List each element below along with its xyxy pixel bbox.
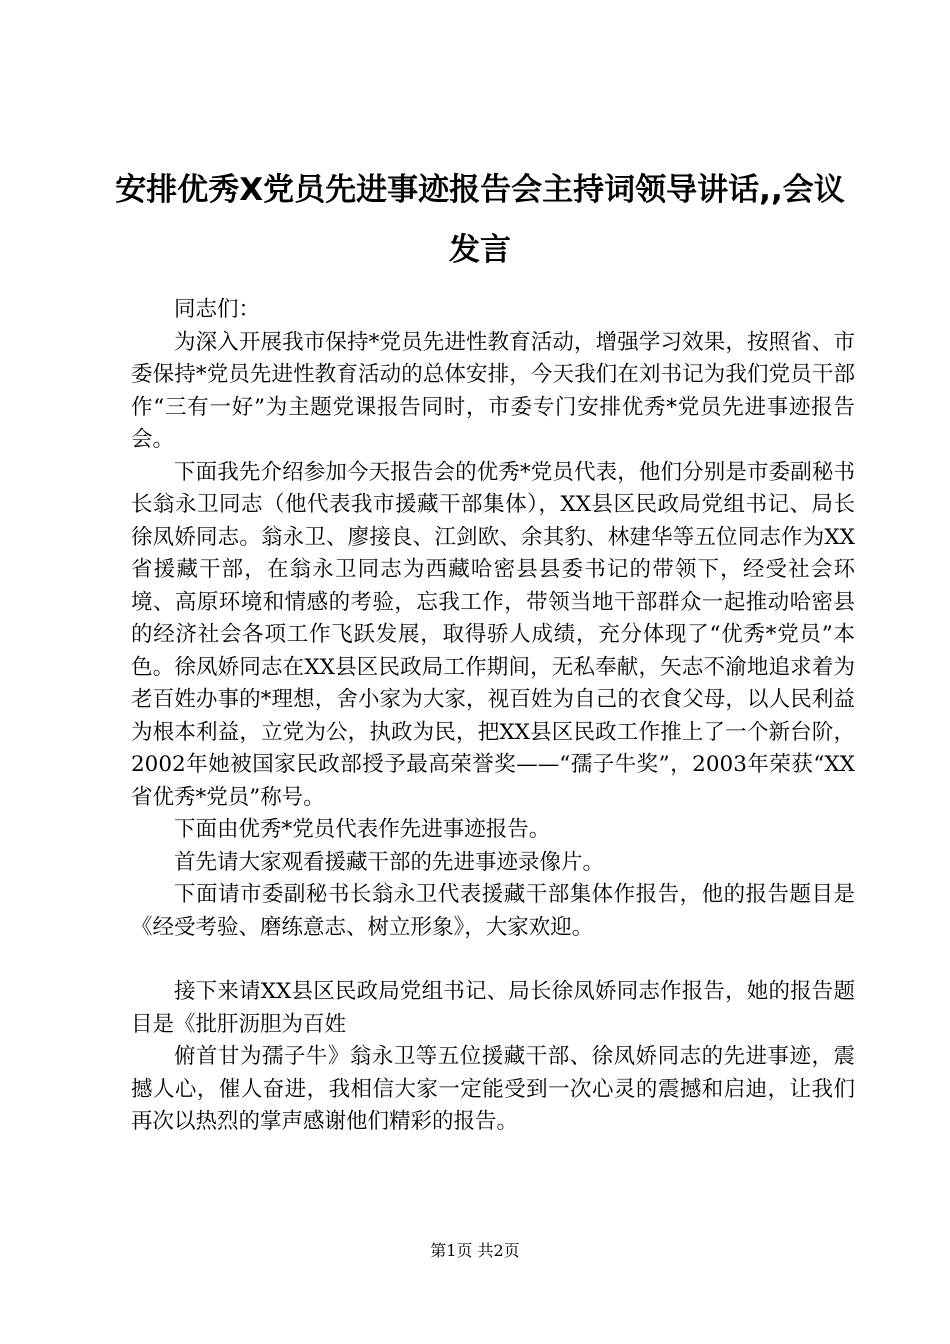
- paragraph-first-report: 下面请市委副秘书长翁永卫代表援藏干部集体作报告，他的报告题目是《经受考验、磨练意志、树立形象》，大家欢迎。: [131, 882, 855, 940]
- paragraph-closing: 俯首甘为孺子牛》翁永卫等五位援藏干部、徐凤娇同志的先进事迹，震撼人心，催人奋进，我相信大家一定能受到一次心灵的震撼和启迪，让我们再次以热烈的掌声感谢他们精彩的报告。: [131, 1044, 855, 1134]
- paragraph-representatives: 下面我先介绍参加今天报告会的优秀*党员代表，他们分别是市委副秘书长翁永卫同志（他代表我市援藏干部集体），XX县区民政局党组书记、局长徐凤娇同志。翁永卫、廖接良、江剑欧、余其豹、林建华等五位同志作为XX省援藏干部，在翁永卫同志为西藏哈密县县委书记的带领下，经受社会环境、高原环境和情感的考验，忘我工作，带领当地干部群众一起推动哈密县的经济社会各项工作飞跃发展，取得骄人成绩，充分体现了“优秀*党员”本色。徐凤娇同志在XX县区民政局工作期间，无私奉献，矢志不渝地追求着为老百姓办事的*理想，舍小家为大家，视百姓为自己的衣食父母，以人民利益为根本利益，立党为公，执政为民，把XX县区民政工作推上了一个新台阶，2002年她被国家民政部授予最高荣誉奖——“孺子牛奖”，2003年荣获“XX省优秀*党员”称号。: [131, 459, 855, 810]
- paragraph-report-start: 下面由优秀*党员代表作先进事迹报告。: [174, 817, 551, 842]
- paragraph-greeting: 同志们：: [174, 297, 261, 322]
- paragraph-second-report: 接下来请XX县区民政局党组书记、局长徐凤娇同志作报告，她的报告题目是《批肝沥胆为百姓: [131, 979, 855, 1037]
- paragraph-intro: 为深入开展我市保持*党员先进性教育活动，增强学习效果，按照省、市委保持*党员先进性教育活动的总体安排，今天我们在刘书记为我们党员干部作“三有一好”为主题党课报告同时，市委专门安排优秀*党员先进事迹报告会。: [131, 329, 855, 452]
- document-body: [131, 294, 855, 1139]
- document-title: 安排优秀X党员先进事迹报告会主持词领导讲话,,会议发言: [115, 172, 845, 268]
- paragraph-video: 首先请大家观看援藏干部的先进事迹录像片。: [174, 849, 605, 875]
- page-number-footer: 第1页 共2页: [430, 1241, 520, 1260]
